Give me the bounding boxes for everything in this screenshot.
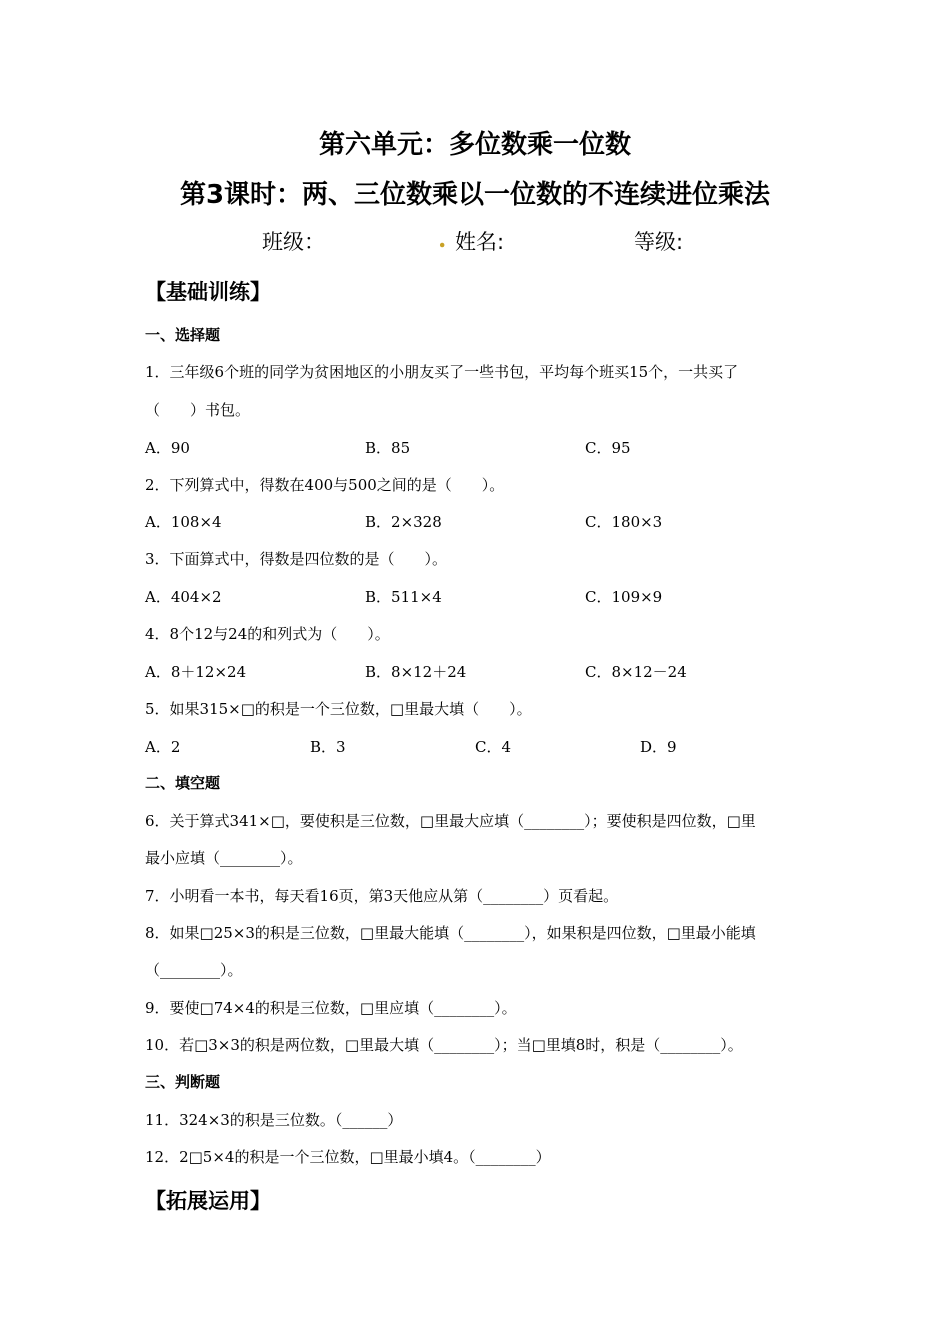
question-12: 12．2□5×4的积是一个三位数，□里最小填4。（________） xyxy=(145,1148,551,1166)
q3-option-b: B．511×4 xyxy=(365,588,442,606)
q4-option-b: B．8×12＋24 xyxy=(365,663,467,681)
subsection-choice: 一、选择题 xyxy=(145,326,221,344)
q3-option-c: C．109×9 xyxy=(585,588,663,606)
q2-option-a: A．108×4 xyxy=(145,513,222,531)
question-6-line-2: 最小应填（________）。 xyxy=(145,849,303,867)
q2-option-b: B．2×328 xyxy=(365,513,442,531)
q2-option-c: C．180×3 xyxy=(585,513,663,531)
q1-option-c: C．95 xyxy=(585,439,631,457)
q5-option-a: A．2 xyxy=(145,738,181,756)
class-label: 班级： xyxy=(262,230,325,254)
q1-option-a: A．90 xyxy=(145,439,190,457)
question-5: 5．如果315×□的积是一个三位数，□里最大填（ ）。 xyxy=(145,700,532,718)
q4-option-c: C．8×12－24 xyxy=(585,663,687,681)
question-2: 2．下列算式中，得数在400与500之间的是（ ）。 xyxy=(145,476,505,494)
grade-label: 等级: xyxy=(634,230,684,254)
unit-title: 第六单元：多位数乘一位数 xyxy=(318,130,631,160)
question-8-line-1: 8．如果□25×3的积是三位数，□里最大能填（________），如果积是四位数，□里最小能填 xyxy=(145,924,756,942)
question-7: 7．小明看一本书，每天看16页，第3天他应从第（________）页看起。 xyxy=(145,887,619,905)
question-3: 3．下面算式中，得数是四位数的是（ ）。 xyxy=(145,550,448,568)
q1-option-b: B．85 xyxy=(365,439,411,457)
lesson-title: 第3课时：两、三位数乘以一位数的不连续进位乘法 xyxy=(179,180,771,210)
q4-option-a: A．8＋12×24 xyxy=(145,663,247,681)
q5-option-b: B．3 xyxy=(310,738,346,756)
subsection-fill: 二、填空题 xyxy=(145,774,221,792)
question-10: 10．若□3×3的积是两位数，□里最大填（________）；当□里填8时，积是（________）。 xyxy=(145,1036,743,1054)
question-4: 4．8个12与24的和列式为（ ）。 xyxy=(145,625,390,643)
name-label: 姓名: xyxy=(455,230,505,254)
section-basic: 【基础训练】 xyxy=(145,280,271,304)
question-11: 11．324×3的积是三位数。（______） xyxy=(145,1111,403,1129)
q5-option-d: D．9 xyxy=(640,738,677,756)
question-1-line-1: 1．三年级6个班的同学为贫困地区的小朋友买了一些书包，平均每个班买15个，一共买了 xyxy=(145,363,739,381)
section-extend: 【拓展运用】 xyxy=(145,1189,271,1213)
subsection-judge: 三、判断题 xyxy=(145,1073,221,1091)
q5-option-c: C．4 xyxy=(475,738,512,756)
q3-option-a: A．404×2 xyxy=(145,588,222,606)
question-9: 9．要使□74×4的积是三位数，□里应填（________）。 xyxy=(145,999,517,1017)
question-8-line-2: （________）。 xyxy=(145,961,243,979)
separator-dot: . xyxy=(438,224,447,253)
question-1-line-2: （ ）书包。 xyxy=(145,401,251,419)
question-6-line-1: 6．关于算式341×□，要使积是三位数，□里最大应填（________）；要使积是四位数，□里 xyxy=(145,812,756,830)
